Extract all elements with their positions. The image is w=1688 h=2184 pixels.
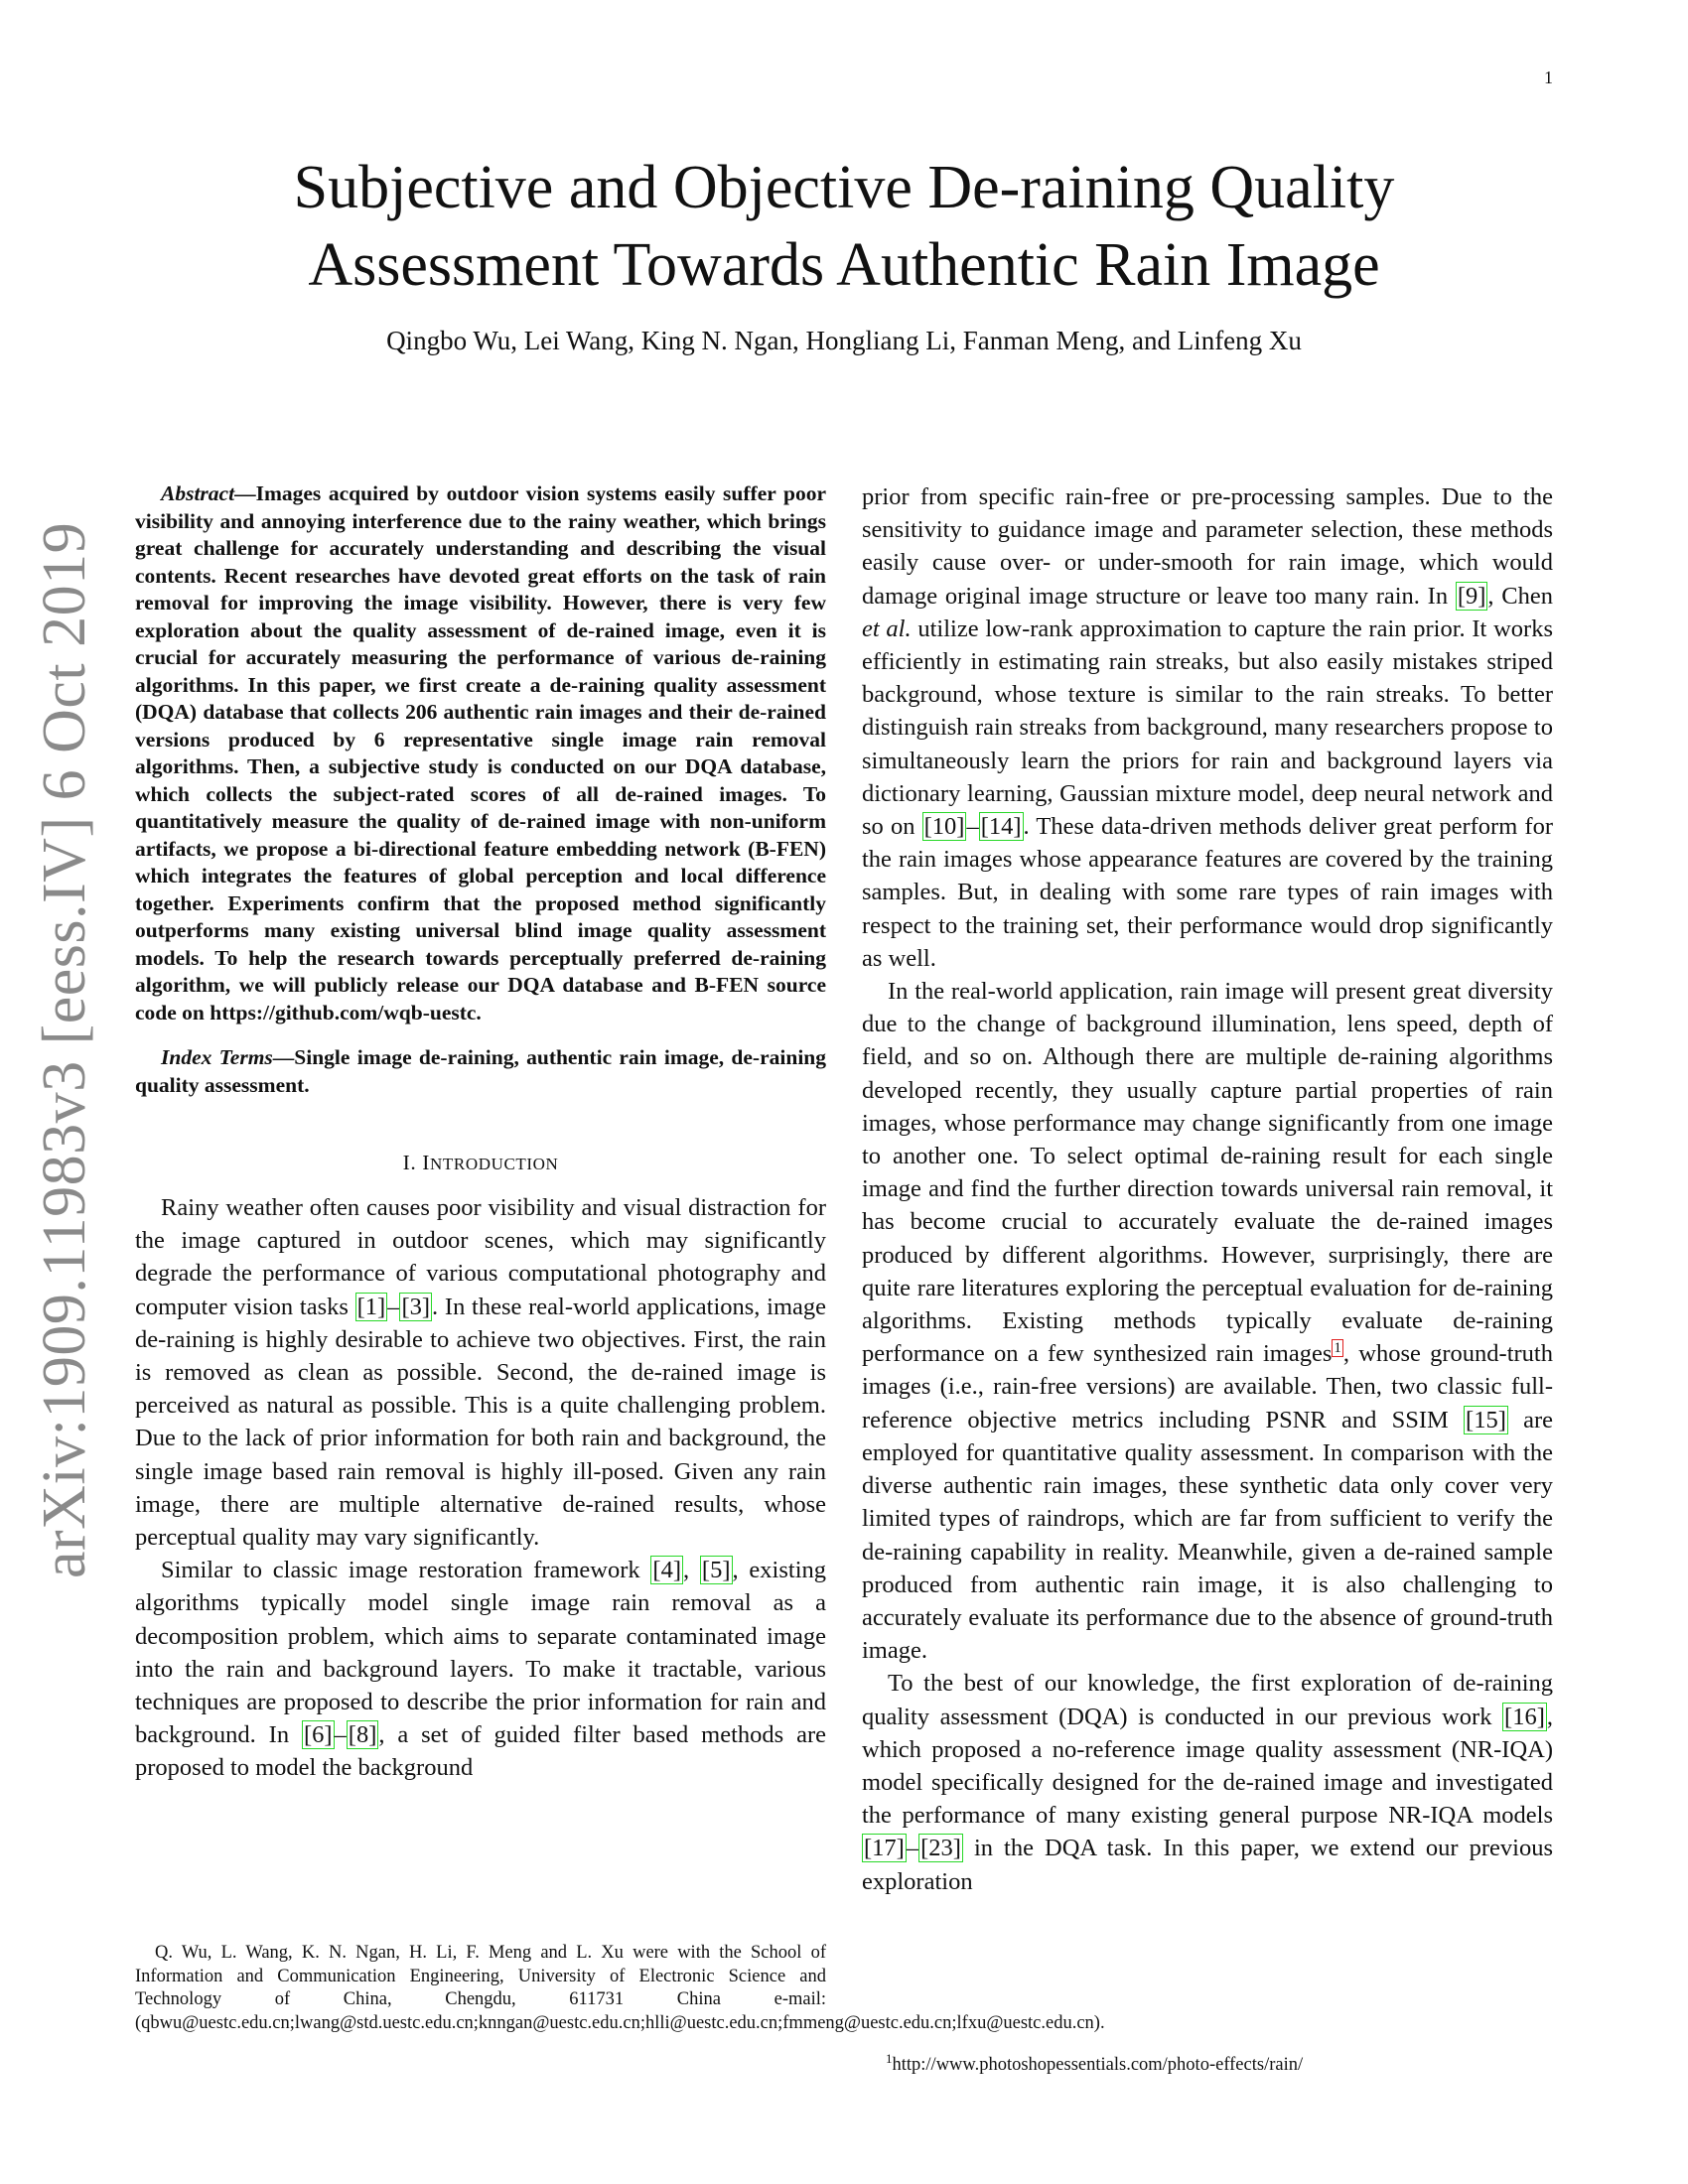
text-run: Similar to classic image restoration framework: [161, 1557, 651, 1584]
section-heading-introduction: [135, 1151, 826, 1175]
text-run: Rainy weather often causes poor visibility and visual distraction for the image captured in outdoor scenes, which may significantly degrade the performance of various computational photography and computer vision tasks: [135, 1194, 826, 1320]
citation-link[interactable]: [5]: [701, 1557, 731, 1584]
text-run: in the DQA task. In this paper, we extend our previous exploration: [862, 1835, 1553, 1895]
abstract-text: —Images acquired by outdoor vision systems easily suffer poor visibility and annoying interference due to the rainy weather, which brings great challenge for accurately understanding and describing the visual contents. Recent researches have devoted great efforts on the task of rain removal for improving the image visibility. However, there is very few exploration about the quality assessment of de-rained image, even it is crucial for accurately measuring the performance of various de-raining algorithms. In this paper, we first create a de-raining quality assessment (DQA) database that collects 206 authentic rain images and their de-rained versions produced by 6 representative single image rain removal algorithms. Then, a subjective study is conducted on our DQA database, which collects the subject-rated scores of all de-rained images. To quantitatively measure the quality of de-rained image with non-uniform artifacts, we propose a bi-directional feature embedding network (B-FEN) which integrates the features of global perception and local difference together. Experiments confirm that the proposed method significantly outperforms many existing universal blind image quality assessment models. To help the research towards perceptually preferred de-raining algorithm, we will publicly release our DQA database and B-FEN source code on https://github.com/wqb-uestc.: [135, 481, 826, 1024]
arxiv-stamp: arXiv:1909.11983v3 [eess.IV] 6 Oct 2019: [31, 521, 98, 1578]
footnote-reference[interactable]: 1: [1334, 1340, 1341, 1357]
text-run: –: [966, 813, 979, 841]
text-run: , existing algorithms typically model single image rain removal as a decomposition problem, which aims to separate contaminated image into the rain and background layers. To make it tractable, various techniques are proposed to describe the prior information for rain and background. In: [135, 1557, 827, 1749]
section-rest: NTRODUCTION: [430, 1155, 559, 1173]
index-terms: [135, 1044, 826, 1099]
left-column: [135, 480, 826, 1785]
text-run: –: [334, 1721, 347, 1749]
citation-link[interactable]: [10]: [923, 813, 965, 841]
text-run: are employed for quantitative quality assessment. In comparison with the diverse authentic rain images, these synthetic data only cover very limited types of raindrops, which are far from sufficient to verify the de-raining capability in reality. Meanwhile, given a de-rained sample produced from authentic rain image, it is also challenging to accurately evaluate its performance due to the absence of ground-truth image.: [862, 1406, 1553, 1665]
citation-link[interactable]: [4]: [652, 1557, 681, 1584]
text-run: –: [906, 1835, 919, 1862]
author-list: Qingbo Wu, Lei Wang, King N. Ngan, Hongliang Li, Fanman Meng, and Linfeng Xu: [386, 326, 1302, 355]
citation-link[interactable]: [16]: [1504, 1703, 1545, 1730]
text-run: utilize low-rank approximation to capture the rain prior. It works efficiently in estimating rain streaks, but also easily mistakes striped background, whose texture is similar to the rain streaks. To better distinguish rain streaks from background, many researchers propose to simultaneously learn the priors for rain and background layers via dictionary learning, Gaussian mixture model, deep neural network and so on: [862, 614, 1553, 841]
citation-link[interactable]: [3]: [401, 1293, 431, 1320]
citation-link[interactable]: [6]: [303, 1721, 333, 1749]
citation-link[interactable]: [15]: [1466, 1406, 1506, 1433]
text-run: , whose ground-truth images (i.e., rain-free versions) are available. Then, two classic full-reference objective metrics including PSNR and SSIM: [862, 1340, 1553, 1433]
citation-link[interactable]: [14]: [980, 813, 1022, 841]
right-paragraph-3: [862, 1667, 1553, 1897]
text-run: In the real-world application, rain image will present great diversity due to the change of background illumination, lens speed, depth of field, and so on. Although there are multiple de-raining algorithms developed recently, they usually capture partial properties of rain images, whose performance may change significantly from one image to another one. To select optimal de-raining result for each single image and find the further direction towards universal rain removal, it has become crucial to accurately evaluate the de-rained images produced by different algorithms. However, surprisingly, there are quite rare literatures exploring the perceptual evaluation for de-raining algorithms. Existing methods typically evaluate de-raining performance on a few synthesized rain images: [862, 978, 1553, 1368]
text-run: , which proposed a no-reference image quality assessment (NR-IQA) model specifically designed for the de-rained image and investigated the performance of many existing general purpose NR-IQA models: [862, 1703, 1553, 1830]
affiliation-footnote: Q. Wu, L. Wang, K. N. Ngan, H. Li, F. Meng and L. Xu were with the School of Information and Communication Engineering, University of Electronic Science and Technology of China, Chengdu, 611731 China e-mail: (qbwu@uestc.edu.cn;lwang@std.uestc.edu.cn;knngan@uestc.edu.cn;hlli@uestc.edu.cn;fmmeng@uestc.edu.cn;lfxu@uestc.edu.cn).: [135, 1943, 1105, 2033]
intro-paragraph-1: [135, 1191, 826, 1554]
section-number: I.: [402, 1151, 423, 1174]
url-footnote: [862, 2047, 1553, 2077]
text-run: –: [387, 1293, 400, 1320]
right-paragraph-1: [862, 480, 1553, 975]
et-al: et al.: [862, 614, 912, 642]
paper-title: [149, 149, 1539, 304]
footnote-number: 1: [886, 2051, 893, 2066]
footnote-url[interactable]: http://www.photoshopessentials.com/photo-effects/rain/: [892, 2055, 1304, 2076]
text-run: . In these real-world applications, image de-raining is highly desirable to achieve two objectives. First, the rain is removed as clean as possible. Second, the de-rained image is perceived as natural as possible. This is a quite challenging problem. Due to the lack of prior information for both rain and background, the single image based rain removal is highly ill-posed. Given any rain image, there are multiple alternative de-rained results, whose perceptual quality may vary significantly.: [135, 1293, 827, 1552]
citation-link[interactable]: [9]: [1457, 582, 1486, 610]
text-run: ,: [682, 1557, 700, 1584]
abstract-label: Abstract: [161, 481, 235, 505]
text-run: To the best of our knowledge, the first exploration of de-raining quality assessment (DQA) is conducted in our previous work: [862, 1670, 1553, 1730]
title-line-1: Subjective and Objective De-raining Quality: [293, 154, 1395, 221]
right-column: [862, 480, 1553, 1898]
citation-link[interactable]: [17]: [864, 1835, 905, 1862]
index-terms-text: —Single image de-raining, authentic rain image, de-raining quality assessment.: [135, 1045, 826, 1097]
text-run: . These data-driven methods deliver great perform for the rain images whose appearance features are covered by the training samples. But, in dealing with some rare types of rain images with respect to the training set, their performance would drop significantly as well.: [862, 813, 1553, 972]
text-run: , Chen: [1487, 582, 1553, 610]
citation-link[interactable]: [23]: [920, 1835, 961, 1862]
citation-link[interactable]: [1]: [356, 1293, 386, 1320]
page-number: 1: [1544, 68, 1553, 87]
title-line-2: Assessment Towards Authentic Rain Image: [308, 231, 1380, 299]
text-run: prior from specific rain-free or pre-processing samples. Due to the sensitivity to guidance image and parameter selection, these methods easily cause over- or under-smooth for rain image, which would damage original image structure or leave too many rain. In: [862, 483, 1553, 610]
intro-paragraph-2: [135, 1554, 826, 1784]
section-first-letter: I: [422, 1151, 431, 1174]
citation-link[interactable]: [8]: [348, 1721, 377, 1749]
index-terms-label: Index Terms: [161, 1045, 273, 1069]
abstract: [135, 480, 826, 1026]
right-paragraph-2: [862, 975, 1553, 1667]
text-run: , a set of guided filter based methods are proposed to model the background: [135, 1721, 826, 1782]
